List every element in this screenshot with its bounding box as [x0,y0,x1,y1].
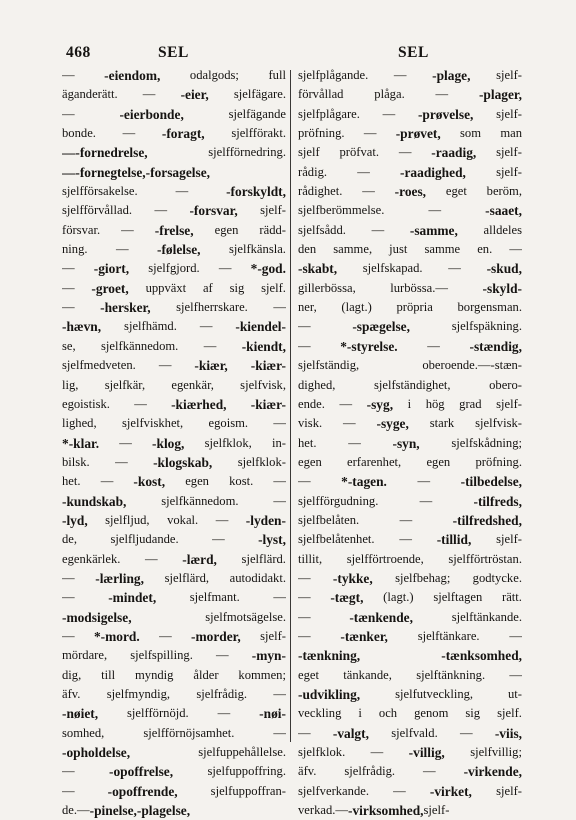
left-column [62,66,286,820]
text-line: -hævn, sjelfhämd. — -kiendel- [62,319,286,335]
text-line: — -valgt, sjelfvald. — -viis, [298,725,522,741]
page-number: 468 [66,44,91,61]
text-line: äfv. sjelfmyndig, sjelfrådig. — [62,687,286,701]
text-line: — -opoffrelse, sjelfuppoffring. [62,764,286,780]
text-line: — -hersker, sjelfherrskare. — [62,300,286,316]
text-line: sjelfplågande. — -plage, sjelf- [298,68,522,83]
text-line: mördare, sjelfspilling. — -myn- [62,648,286,664]
text-line: ning. — -følelse, sjelfkänsla. [62,242,286,258]
text-line: sjelfberömmelse. — -saaet, [298,203,522,219]
text-line: -udvikling, sjelfutveckling, ut- [298,687,522,702]
text-line: ende. — -syg, i hög grad sjelf- [298,396,522,412]
text-line: den samme, just samme en. — [298,242,522,257]
text-line: se, sjelfkännedom. — -kiendt, [62,338,286,354]
text-line: somhed, sjelfförnöjsamhet. — [62,725,286,740]
text-line: äfv. sjelfrådig. — -virkende, [298,764,522,780]
text-line: sjelfständig, oberoende.—-stæn- [298,358,522,373]
text-line: sjelfmedveten. — -kiær, -kiær- [62,358,286,374]
text-line: — *-tagen. — -tilbedelse, [298,474,522,490]
column-divider [290,70,291,742]
text-line: gillerbössa, lurbössa.— -skyld- [298,280,522,296]
text-line: sjelfklok. — -villig, sjelfvillig; [298,745,522,761]
text-line: rådighet. — -roes, eget beröm, [298,184,522,200]
text-line: förvållad plåga. — -plager, [298,87,522,103]
text-line: het. — -kost, egen kost. — [62,474,286,490]
text-line: — -groet, uppväxt af sig sjelf. [62,280,286,296]
text-line: -nøiet, sjelfförnöjd. — -nøi- [62,706,286,722]
text-line: dighed, sjelfständighet, obero- [298,377,522,392]
right-column [298,66,522,820]
text-line: -modsigelse, sjelfmotsägelse. [62,609,286,625]
text-line: sjelfbelåten. — -tilfredshed, [298,512,522,528]
text-line: -skabt, sjelfskapad. — -skud, [298,261,522,277]
text-line: sjelfplågare. — -prøvelse, sjelf- [298,106,522,122]
text-line: visk. — -syge, stark sjelfvisk- [298,416,522,432]
text-line: *-klar. — -klog, sjelfklok, in- [62,435,286,451]
text-line: bonde. — -foragt, sjelfförakt. [62,126,286,142]
text-line: lighed, sjelfviskhet, egoism. — [62,416,286,431]
text-line: —-fornegtelse,-forsagelse, [62,164,210,180]
text-line: sjelfsådd. — -samme, alldeles [298,222,522,238]
text-line: rådig. — -raadighed, sjelf- [298,164,522,180]
text-line: sjelfförvållad. — -forsvar, sjelf- [62,203,286,219]
text-line: sjelf pröfvat. — -raadig, sjelf- [298,145,522,161]
text-line: — -tænkende, sjelftänkande. [298,609,522,625]
text-line: — -tænker, sjelftänkare. — [298,628,522,644]
text-line: försvar. — -frelse, egen rädd- [62,222,286,238]
text-line: egoistisk. — -kiærhed, -kiær- [62,396,286,412]
text-line: eget tänkande, sjelftänkning. — [298,667,522,682]
text-line: — -lærling, sjelflärd, autodidakt. [62,570,286,586]
text-line: äganderätt. — -eier, sjelfägare. [62,87,286,103]
text-line: — -opoffrende, sjelfuppoffran- [62,783,286,799]
text-line: -opholdelse, sjelfuppehållelse. [62,745,286,761]
text-line: ner, (lagt.) pröpria borgensman. [298,300,522,315]
left-running-head: SEL [158,44,189,61]
text-line: — *-styrelse. — -stændig, [298,338,522,354]
text-line: het. — -syn, sjelfskådning; [298,435,522,451]
text-line: -kundskab, sjelfkännedom. — [62,493,286,509]
text-line: lig, sjelfkär, egenkär, sjelfvisk, [62,377,286,392]
text-line: de. — -pinelse, -plagelse, [62,803,191,819]
text-line: — -spægelse, sjelfspäkning. [298,319,522,335]
text-line: dig, till myndig ålder kommen; [62,667,286,682]
text-line: — -eierbonde, sjelfägande [62,106,286,122]
text-line: verkad. — -virksomhed, sjelf- [298,803,450,819]
text-line: sjelfbelåtenhet. — -tillid, sjelf- [298,532,522,548]
text-line: — -tykke, sjelfbehag; godtycke. [298,570,522,586]
text-line: —-fornedrelse, sjelfförnedring. [62,145,286,161]
text-line: — -eiendom, odalgods; full [62,68,286,83]
text-line: — -giort, sjelfgjord. — *-god. [62,261,286,277]
right-running-head: SEL [398,44,429,61]
text-line: sjelfförsakelse. — -forskyldt, [62,184,286,200]
text-line: — -tægt, (lagt.) sjelftagen rätt. [298,590,522,606]
text-line: egenkärlek. — -lærd, sjelflärd. [62,551,286,567]
text-line: — -mindet, sjelfmant. — [62,590,286,606]
text-line: tillit, sjelfförtroende, sjelfförtröstan. [298,551,522,566]
text-line: — *-mord. — -morder, sjelf- [62,628,286,644]
text-line: -tænkning, -tænksomhed, [298,648,522,664]
text-line: bilsk. — -klogskab, sjelfklok- [62,454,286,470]
text-line: egen erfarenhet, egen pröfning. [298,454,522,469]
text-line: -lyd, sjelfljud, vokal. — -lyden- [62,512,286,528]
text-line: sjelfförgudning. — -tilfreds, [298,493,522,509]
text-line: veckling i och genom sig sjelf. [298,706,522,721]
text-line: pröfning. — -prøvet, som man [298,126,522,142]
text-line: de, sjelfljudande. — -lyst, [62,532,286,548]
text-line: sjelfverkande. — -virket, sjelf- [298,783,522,799]
